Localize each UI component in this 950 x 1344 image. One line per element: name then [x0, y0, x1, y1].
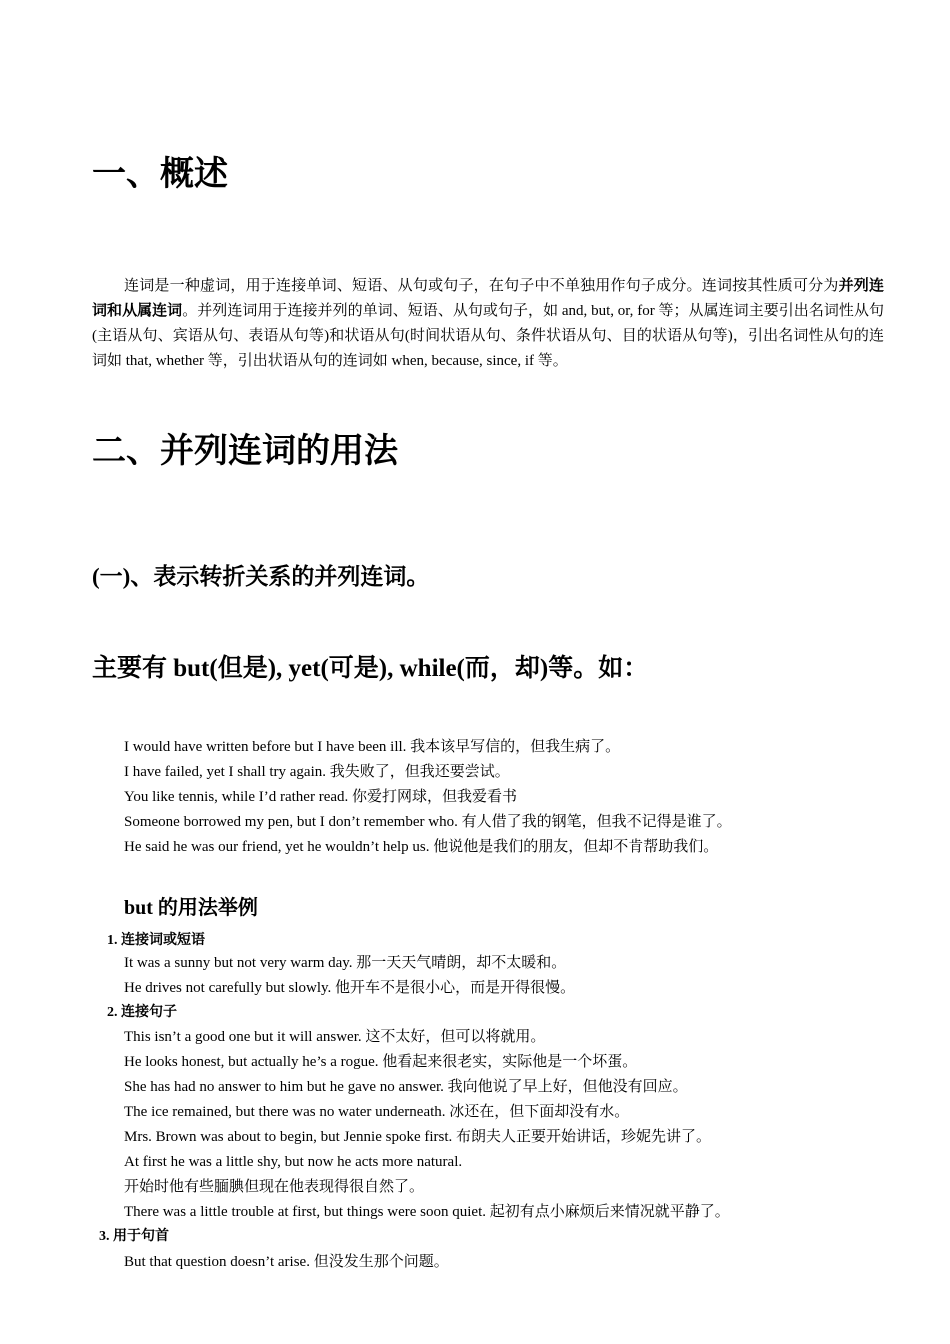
example-sentence: I have failed, yet I shall try again. 我失败了，但我还要尝试。 — [124, 764, 510, 780]
usage-group-lines — [124, 1250, 449, 1275]
usage-group-heading: 2. 连接句子 — [107, 1005, 177, 1020]
section-1-heading: 一、概述 — [92, 156, 228, 193]
usage-line: Mrs. Brown was about to begin, but Jennie spoke first. 布朗夫人正要开始讲话，珍妮先讲了。 — [124, 1129, 712, 1145]
usage-line: This isn’t a good one but it will answer. 这不太好，但可以将就用。 — [124, 1029, 546, 1045]
conjunction-list-heading: 主要有 but(但是), yet(可是), while(而，却)等。如： — [92, 655, 649, 682]
usage-group-lines — [124, 951, 575, 1001]
example-sentence: He said he was our friend, yet he wouldn’t help us. 他说他是我们的朋友，但却不肯帮助我们。 — [124, 839, 719, 855]
intro-text-start: 连词是一种虚词，用于连接单词、短语、从句或句子，在句子中不单独用作句子成分。连词按其性质可分为 — [124, 278, 839, 294]
subsection-heading: (一)、表示转折关系的并列连词。 — [92, 564, 430, 589]
example-sentence: Someone borrowed my pen, but I don’t remember who. 有人借了我的钢笔，但我不记得是谁了。 — [124, 814, 732, 830]
intro-paragraph — [92, 274, 884, 374]
usage-line: He drives not carefully but slowly. 他开车不是很小心，而是开得很慢。 — [124, 980, 576, 996]
example-sentence: You like tennis, while I’d rather read. 你爱打网球，但我爱看书 — [124, 789, 518, 805]
but-usage-heading: but 的用法举例 — [124, 897, 258, 919]
usage-line: She has had no answer to him but he gave no answer. 我向他说了早上好，但他没有回应。 — [124, 1079, 688, 1095]
usage-group-heading: 3. 用于句首 — [99, 1229, 169, 1244]
usage-line: The ice remained, but there was no water underneath. 冰还在，但下面却没有水。 — [124, 1104, 630, 1120]
usage-line: He looks honest, but actually he’s a rogue. 他看起来很老实，实际他是一个坏蛋。 — [124, 1054, 638, 1070]
usage-line: But that question doesn’t arise. 但没发生那个问题。 — [124, 1254, 449, 1270]
usage-group-lines — [124, 1025, 730, 1225]
usage-group-heading: 1. 连接词或短语 — [107, 933, 205, 948]
example-sentence: I would have written before but I have been ill. 我本该早写信的，但我生病了。 — [124, 739, 621, 755]
usage-line: At first he was a little shy, but now he acts more natural. — [124, 1154, 463, 1170]
example-sentences — [124, 735, 732, 860]
section-2-heading: 二、并列连词的用法 — [92, 433, 398, 470]
usage-line: It was a sunny but not very warm day. 那一天天气晴朗，却不太暖和。 — [124, 955, 567, 971]
usage-line: There was a little trouble at first, but things were soon quiet. 起初有点小麻烦后来情况就平静了。 — [124, 1204, 730, 1220]
intro-text-bold: 并列连词和从属连词 — [92, 278, 884, 319]
intro-text-end: 。并列连词用于连接并列的单词、短语、从句或句子，如 and, but, or, for 等；从属连词主要引出名词性从句(主语从句、宾语从句、表语从句等)和状语从句(时间状语从句、条件状语从句、目的状语从句等)，引出名词性从句的连词如 that, whether 等，引出状语从句的连词如 when, because, since, if 等。 — [92, 303, 884, 369]
usage-line: 开始时他有些腼腆但现在他表现得很自然了。 — [124, 1179, 425, 1195]
